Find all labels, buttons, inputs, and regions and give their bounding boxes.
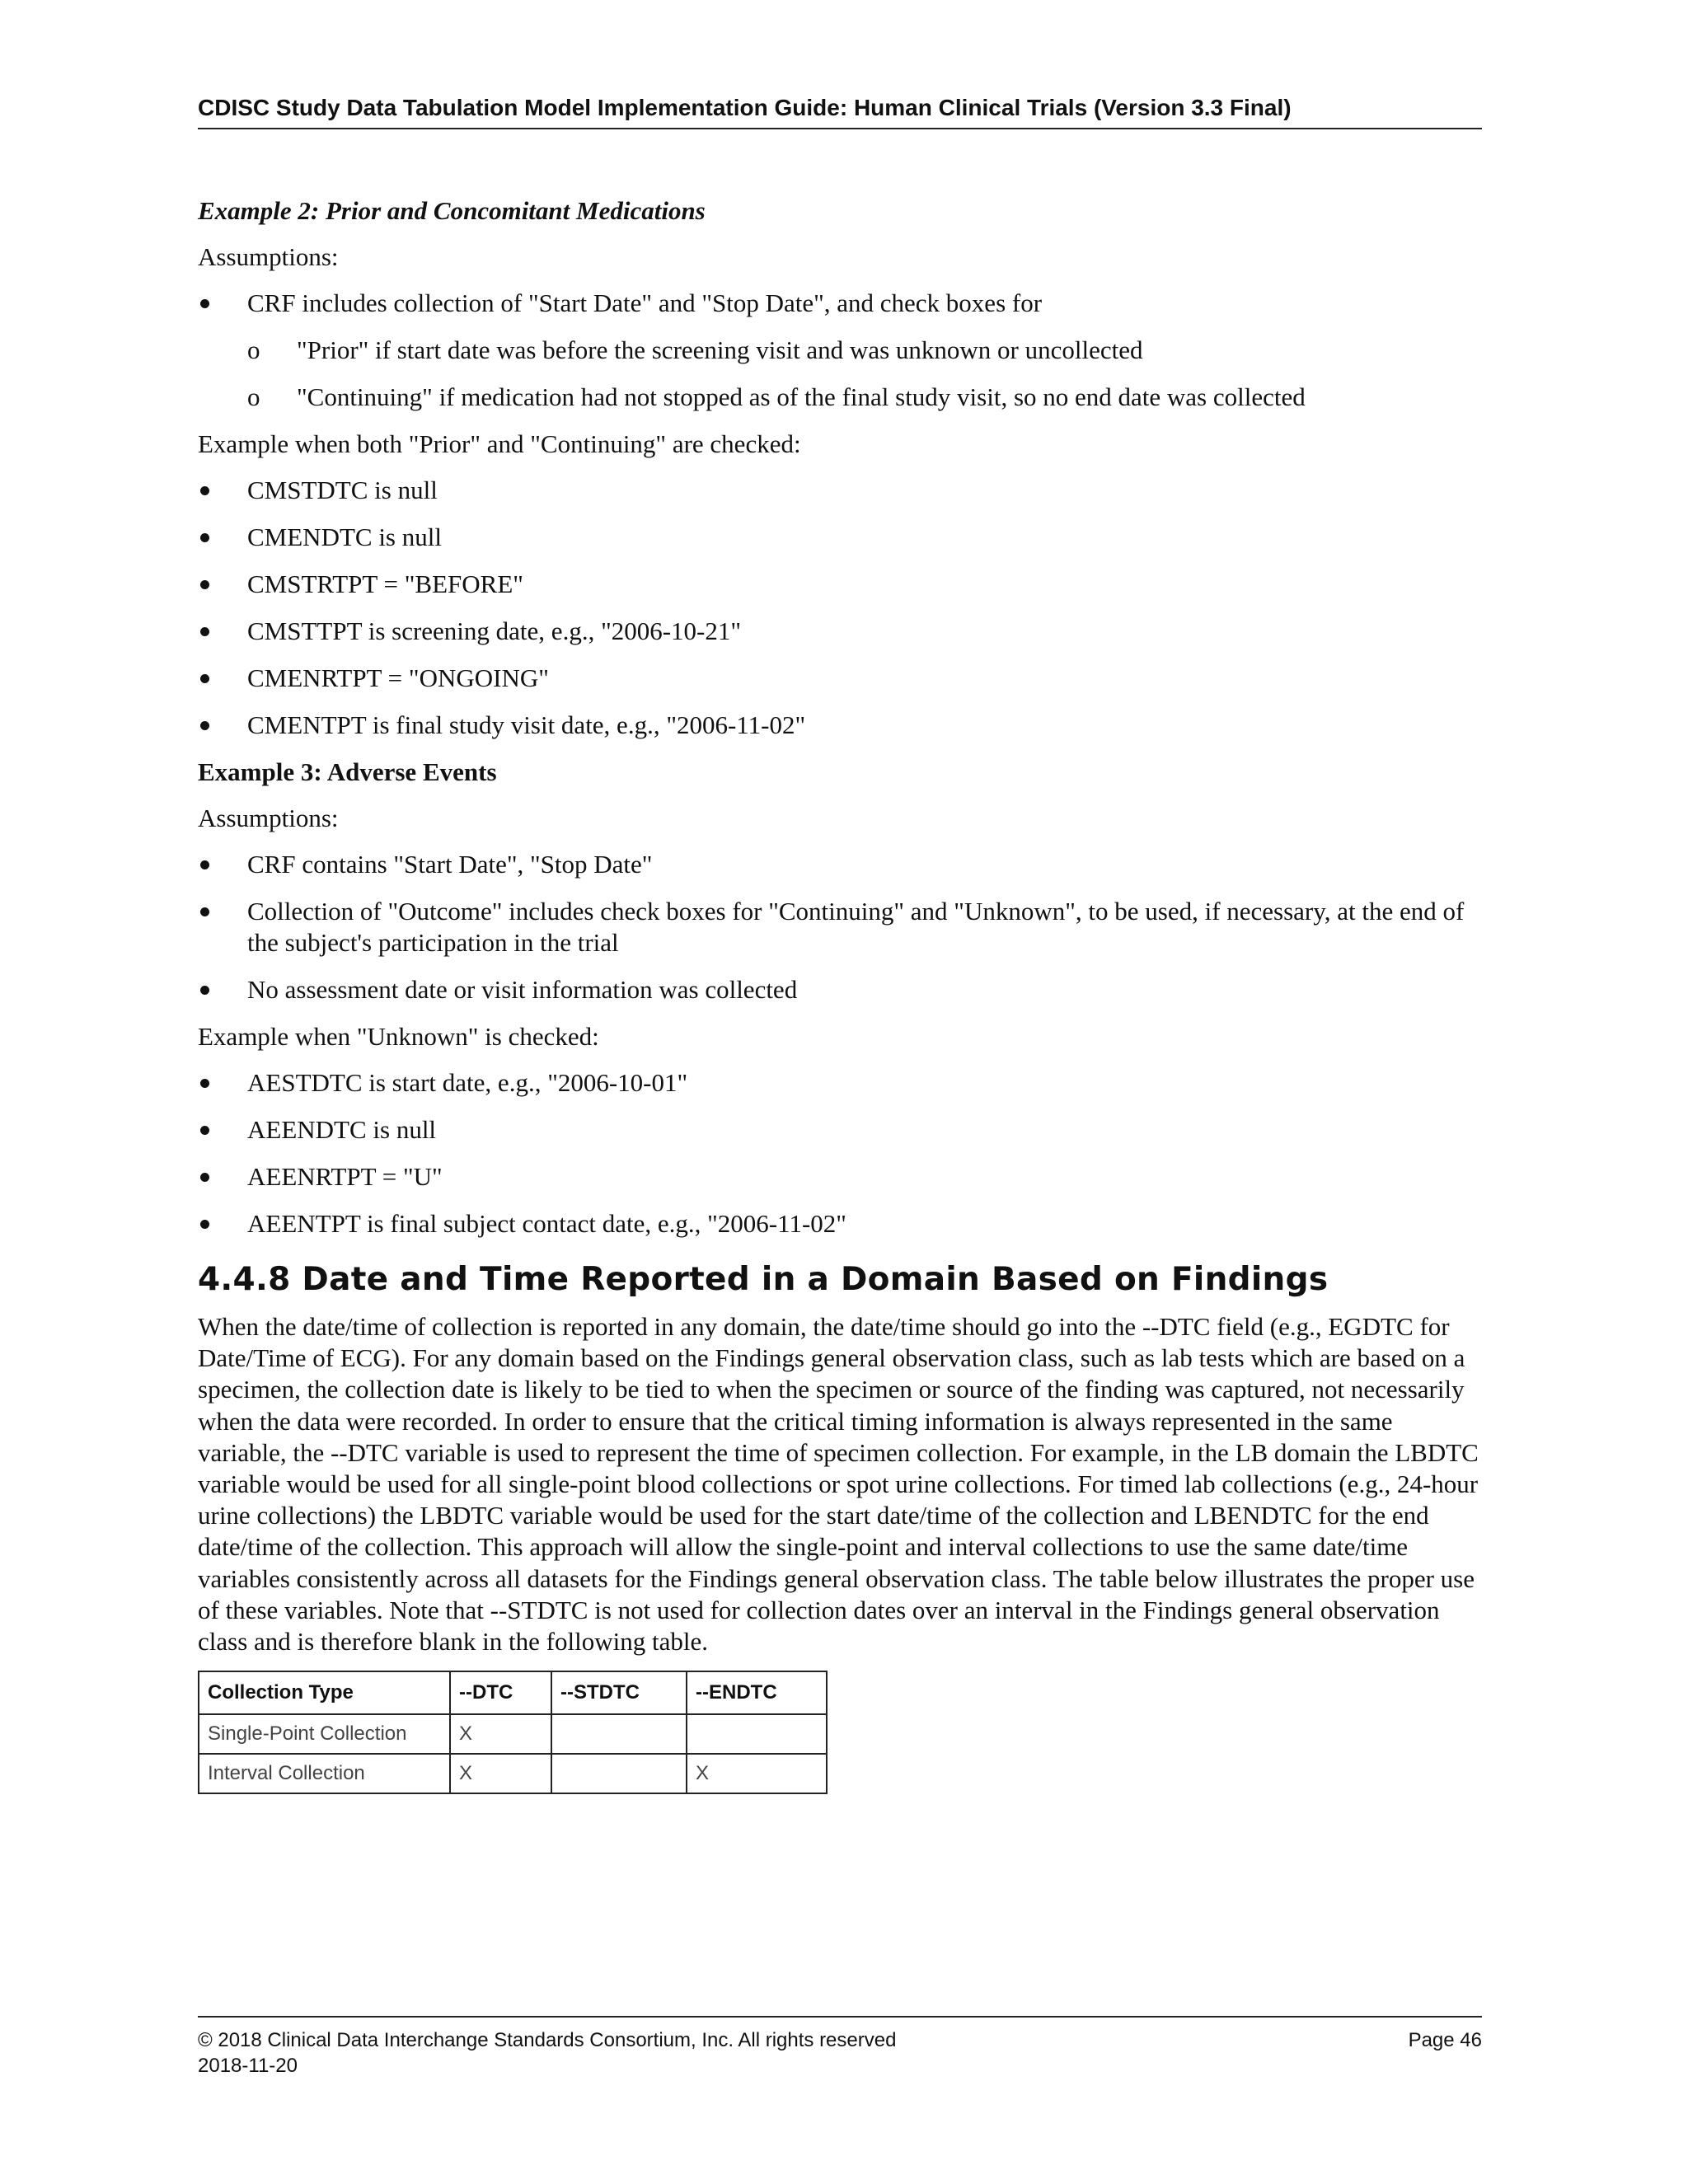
list-item [198,288,1482,319]
example-2-when-label: Example when both "Prior" and "Continuing" are checked: [198,429,801,458]
example-3-assumptions-list [198,849,1482,1005]
section-paragraph: When the date/time of collection is reported in any domain, the date/time should go into the --DTC field (e.g., EGDTC for Date/Time of ECG). For any domain based on the Findings general observation class, such as lab tests which are based on a specimen, the collection date is likely to be tied to when the specimen or source of the finding was captured, not necessarily when the data were recorded. In order to ensure that the critical timing information is always represented in the same variable, the --DTC variable is used to represent the time of specimen collection. For example, in the LB domain the LBDTC variable would be used for all single-point blood collections or spot urine collections. For timed lab collections (e.g., 24-hour urine collections) the LBDTC variable would be used for the start date/time of the collection and LBENDTC for the end date/time of the collection. This approach will allow the single-point and interval collections to use the same date/time variables consistently across all datasets for the Findings general observation class. The table below illustrates the proper use of these variables. Note that --STDTC is not used for collection dates over an interval in the Findings general observation class and is therefore blank in the following table. [198,1311,1479,1656]
table-cell: Interval Collection [199,1754,450,1793]
column-header: --STDTC [551,1671,687,1714]
list-item: CMSTRTPT = "BEFORE" [198,569,1482,600]
list-item: CMENRTPT = "ONGOING" [198,663,1482,694]
page-number: Page 46 [1408,2029,1482,2051]
example-2-assumptions-label: Assumptions: [198,242,339,271]
list-item: CMENTPT is final study visit date, e.g., "2006-11-02" [198,710,1482,741]
list-item: CMENDTC is null [198,522,1482,553]
list-item: Collection of "Outcome" includes check boxes for "Continuing" and "Unknown", to be used, if necessary, at the end of the subject's participation in the trial [198,896,1482,958]
table-cell [551,1714,687,1754]
list-item: No assessment date or visit information was collected [198,974,1482,1005]
example-3-when-label: Example when "Unknown" is checked: [198,1022,599,1051]
sub-list-item: o "Continuing" if medication had not stopped as of the final study visit, so no end date was collected [198,382,1482,413]
copyright-text: © 2018 Clinical Data Interchange Standards Consortium, Inc. All rights reserved [198,2029,897,2051]
column-header: --DTC [450,1671,551,1714]
list-item: AEENTPT is final subject contact date, e.g., "2006-11-02" [198,1208,1482,1240]
example-2-results-list [198,475,1482,741]
sub-list-item: o "Prior" if start date was before the screening visit and was unknown or uncollected [198,335,1482,366]
list-item: CMSTDTC is null [198,475,1482,506]
section-heading: 4.4.8 Date and Time Reported in a Domain Based on Findings [198,1261,1329,1298]
table-cell: X [687,1754,827,1793]
running-header: CDISC Study Data Tabulation Model Implementation Guide: Human Clinical Trials (Version 3.3 Final) [198,96,1482,129]
column-header: Collection Type [199,1671,450,1714]
list-item: CMSTTPT is screening date, e.g., "2006-10-21" [198,616,1482,647]
example-2-sub-list [198,335,1482,413]
table-cell: X [450,1714,551,1754]
table-cell [551,1754,687,1793]
example-3-title: Example 3: Adverse Events [198,757,497,786]
page-footer [198,2016,1482,2079]
example-3-assumptions-label: Assumptions: [198,804,339,832]
table-row [199,1754,827,1793]
column-header: --ENDTC [687,1671,827,1714]
list-item: CRF contains "Start Date", "Stop Date" [198,849,1482,880]
example-2-assumptions-list [198,288,1482,319]
list-item: AESTDTC is start date, e.g., "2006-10-01" [198,1067,1482,1099]
table-cell: Single-Point Collection [199,1714,450,1754]
example-3-results-list [198,1067,1482,1240]
collection-type-table [198,1671,828,1794]
table-cell [687,1714,827,1754]
list-item-text: CRF includes collection of "Start Date" and "Stop Date", and check boxes for [247,288,1043,317]
list-item: AEENRTPT = "U" [198,1161,1482,1193]
footer-date: 2018-11-20 [198,2055,298,2077]
list-item: AEENDTC is null [198,1114,1482,1146]
table-cell: X [450,1754,551,1793]
page-content [198,195,1482,1794]
table-header-row [199,1671,827,1714]
example-2-title: Example 2: Prior and Concomitant Medications [198,196,706,225]
document-page [198,0,1482,2184]
table-row [199,1714,827,1754]
